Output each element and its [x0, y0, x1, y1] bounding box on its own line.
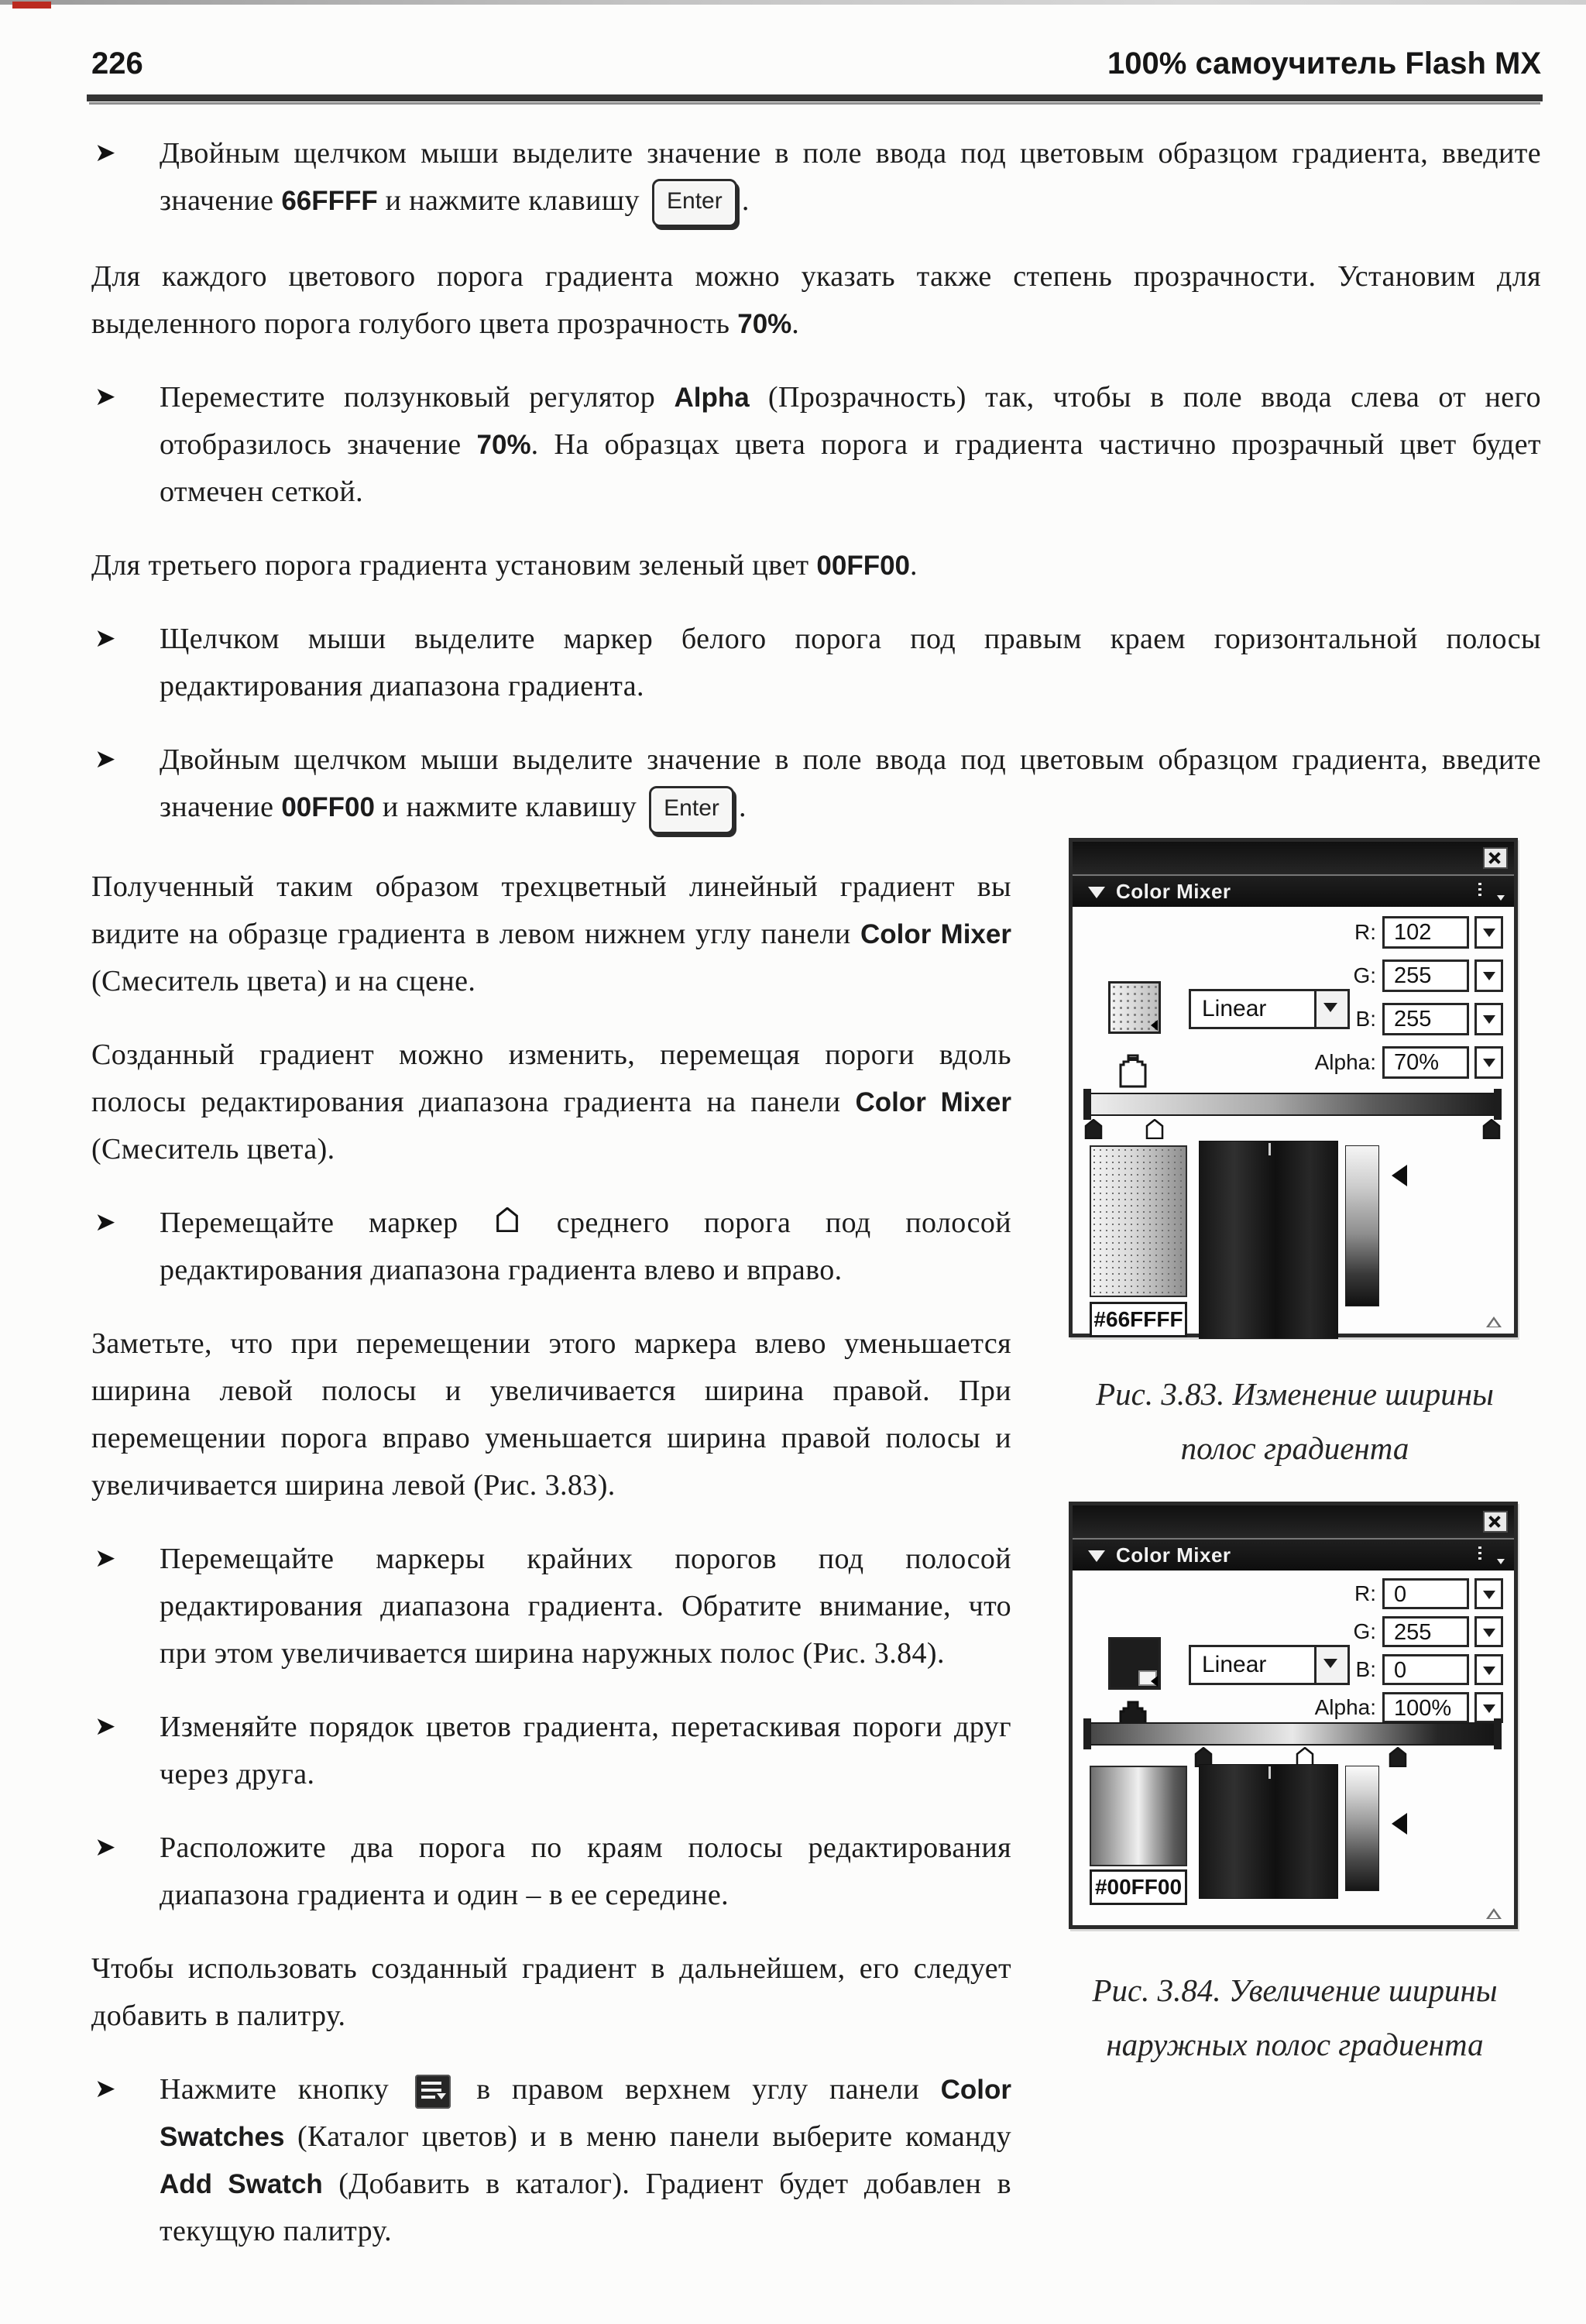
fill-color-swatch[interactable] — [1108, 1637, 1161, 1690]
panel-body — [1073, 1571, 1514, 1925]
panel-title: Color Mixer — [1116, 879, 1231, 903]
dropdown-arrow-icon[interactable] — [1314, 1647, 1347, 1683]
panel-options-menu-icon[interactable] — [1478, 881, 1505, 901]
paragraph: Полученный таким образом трехцветный линейный градиент вы видите на образце градиента в левом нижнем углу панели Color Mixer (Смеситель цвета) и на сцене. — [91, 870, 1011, 997]
gradient-type-dropdown[interactable] — [1189, 1645, 1350, 1685]
fill-color-swatch[interactable] — [1108, 981, 1161, 1034]
bullet-item: ➤ Перемещайте маркер среднего порога под полосой редактирования диапазона градиента влево и вправо. — [91, 1200, 1011, 1294]
gradient-fill-preview — [1090, 1145, 1187, 1297]
g-label: G: — [1353, 963, 1376, 987]
r-field[interactable]: 0 — [1382, 1578, 1469, 1609]
bullet-item: ➤ Расположите два порога по краям полосы редактирования диапазона градиента и один – в ее середине. — [91, 1825, 1011, 1919]
panel-options-menu-icon[interactable] — [1478, 1545, 1505, 1565]
paragraph: Заметьте, что при перемещении этого маркера влево уменьшается ширина левой полосы и увеличивается ширина правой. При перемещении порога вправо уменьшается ширина правой полосы и увеличивается ширина левой (Рис. 3.83). — [91, 1327, 1011, 1502]
resize-grip-icon[interactable] — [1486, 1900, 1502, 1919]
g-spinner-icon[interactable] — [1474, 959, 1503, 992]
scan-red-mark — [12, 2, 51, 9]
gradient-type-value: Linear — [1202, 1652, 1267, 1677]
b-spinner-icon[interactable] — [1474, 1654, 1503, 1685]
bullet-item: ➤ Перемещайте маркеры крайних порогов под полосой редактирования диапазона градиента. Обратите внимание, что при этом увеличивается ширина наружных полос (Рис. 3.84). — [91, 1536, 1011, 1677]
alpha-spinner-icon[interactable] — [1474, 1046, 1503, 1079]
brightness-strip[interactable] — [1345, 1766, 1379, 1891]
figure-column — [1062, 838, 1527, 2072]
scan-edge-artifact — [0, 0, 1586, 5]
g-spinner-icon[interactable] — [1474, 1616, 1503, 1647]
bullet-item: ➤ Нажмите кнопку в правом верхнем углу панели Color Swatches (Каталог цветов) и в меню панели выберите команду Add Swatch (Добавить в каталог). Градиент будет добавлен в текущую палитру. — [91, 2066, 1011, 2255]
bullet-arrow-icon: ➤ — [94, 137, 117, 167]
r-field[interactable]: 102 — [1382, 916, 1469, 949]
bullet-item: ➤ Переместите ползунковый регулятор Alpha (Прозрачность) так, чтобы в поле ввода слева от него отобразилось значение 70%. На образцах цвета порога и градиента частично прозрачный цвет будет отмечен сеткой. — [91, 374, 1541, 516]
body-text-left-column — [91, 863, 1011, 2281]
r-label: R: — [1354, 920, 1376, 944]
r-label: R: — [1354, 1581, 1376, 1605]
gradient-stop-marker-filled[interactable] — [1084, 1119, 1103, 1139]
paragraph: Чтобы использовать созданный градиент в дальнейшем, его следует добавить в палитру. — [91, 1952, 1011, 2032]
gradient-fill-preview — [1090, 1766, 1187, 1866]
bullet-arrow-icon: ➤ — [94, 1831, 117, 1862]
swatch-corner-arrow-icon — [1145, 1676, 1158, 1687]
b-field[interactable]: 255 — [1382, 1003, 1469, 1035]
b-label: B: — [1355, 1657, 1376, 1681]
b-field[interactable]: 0 — [1382, 1654, 1469, 1685]
bullet-arrow-icon: ➤ — [94, 381, 117, 412]
alpha-label: Alpha: — [1314, 1695, 1376, 1719]
panel-header[interactable] — [1073, 876, 1514, 907]
hex-value-label: #66FFFF — [1090, 1302, 1187, 1337]
bullet-arrow-icon: ➤ — [94, 1711, 117, 1741]
paragraph: Для третьего порога градиента установим зеленый цвет 00FF00. — [91, 549, 918, 582]
figure-caption-84: Рис. 3.84. Увеличение ширины наружных полос градиента — [1092, 1972, 1498, 2062]
gradient-edit-bar[interactable] — [1090, 1093, 1495, 1116]
gradient-stop-marker-icon — [496, 1200, 519, 1247]
gradient-edit-bar[interactable] — [1090, 1722, 1495, 1746]
strip-arrow-icon[interactable] — [1381, 1165, 1407, 1186]
alpha-field[interactable]: 100% — [1382, 1692, 1469, 1723]
dropdown-arrow-icon[interactable] — [1314, 991, 1347, 1027]
enter-key-icon: Enter — [652, 179, 737, 227]
panel-body — [1073, 907, 1514, 1334]
collapse-arrow-icon[interactable] — [1088, 1550, 1105, 1571]
bullet-arrow-icon: ➤ — [94, 1543, 117, 1573]
figure-caption-83: Рис. 3.83. Изменение ширины полос градиента — [1096, 1376, 1494, 1466]
paragraph: Для каждого цветового порога градиента можно указать также степень прозрачности. Установим для выделенного порога голубого цвета прозрачность 70%. — [91, 260, 1541, 341]
color-mixer-panel-fig83 — [1069, 838, 1518, 1337]
g-field[interactable]: 255 — [1382, 959, 1469, 992]
panel-title: Color Mixer — [1116, 1543, 1231, 1567]
color-mixer-panel-fig84 — [1069, 1502, 1518, 1929]
b-spinner-icon[interactable] — [1474, 1003, 1503, 1035]
bullet-arrow-icon: ➤ — [94, 2073, 117, 2103]
alpha-label: Alpha: — [1314, 1050, 1376, 1074]
page-number: 226 — [91, 46, 143, 81]
page-header — [91, 46, 1541, 81]
bullet-arrow-icon: ➤ — [94, 623, 117, 654]
gradient-stop-marker-filled[interactable] — [1482, 1119, 1501, 1139]
body-text-full-width — [91, 130, 1541, 860]
paint-bucket-icon — [1117, 1054, 1148, 1093]
bullet-arrow-icon: ➤ — [94, 743, 117, 774]
alpha-field[interactable]: 70% — [1382, 1046, 1469, 1079]
gradient-type-dropdown[interactable] — [1189, 989, 1350, 1029]
strip-arrow-icon[interactable] — [1381, 1813, 1407, 1835]
stage-preview — [1199, 1141, 1338, 1339]
bullet-item: ➤ Двойным щелчком мыши выделите значение в поле ввода под цветовым образцом градиента, введите значение 66FFFF и нажмите клавишу Enter . — [91, 130, 1541, 227]
close-icon[interactable] — [1483, 847, 1508, 869]
brightness-strip[interactable] — [1345, 1145, 1379, 1306]
g-label: G: — [1353, 1619, 1376, 1643]
gradient-stop-marker-filled[interactable] — [1389, 1747, 1407, 1767]
panel-menu-button-icon — [415, 2075, 451, 2109]
running-title: 100% самоучитель Flash MX — [1107, 46, 1541, 81]
gradient-stop-marker-outline[interactable] — [1145, 1119, 1164, 1139]
panel-header[interactable] — [1073, 1540, 1514, 1571]
hex-value-label: #00FF00 — [1090, 1869, 1187, 1905]
collapse-arrow-icon[interactable] — [1088, 887, 1105, 907]
b-label: B: — [1355, 1007, 1376, 1031]
bullet-item: ➤ Изменяйте порядок цветов градиента, перетаскивая пороги друг через друга. — [91, 1704, 1011, 1798]
g-field[interactable]: 255 — [1382, 1616, 1469, 1647]
swatch-corner-arrow-icon — [1145, 1020, 1158, 1031]
r-spinner-icon[interactable] — [1474, 1578, 1503, 1609]
panel-titlebar[interactable] — [1073, 842, 1514, 876]
paragraph: Созданный градиент можно изменить, перемещая пороги вдоль полосы редактирования диапазона градиента на панели Color Mixer (Смеситель цвета). — [91, 1038, 1011, 1165]
gradient-type-value: Linear — [1202, 996, 1267, 1021]
r-spinner-icon[interactable] — [1474, 916, 1503, 949]
header-rule — [87, 94, 1543, 101]
gradient-stop-markers[interactable] — [1090, 1119, 1495, 1141]
close-icon[interactable] — [1483, 1511, 1508, 1533]
resize-grip-icon[interactable] — [1486, 1309, 1502, 1327]
bullet-item: ➤ Двойным щелчком мыши выделите значение в поле ввода под цветовым образцом градиента, введите значение 00FF00 и нажмите клавишу Enter . — [91, 736, 1541, 833]
bullet-arrow-icon: ➤ — [94, 1207, 117, 1237]
stage-preview — [1199, 1764, 1338, 1899]
enter-key-icon: Enter — [649, 786, 734, 834]
panel-titlebar[interactable] — [1073, 1505, 1514, 1540]
bullet-item: ➤ Щелчком мыши выделите маркер белого порога под правым краем горизонтальной полосы редактирования диапазона градиента. — [91, 616, 1541, 710]
